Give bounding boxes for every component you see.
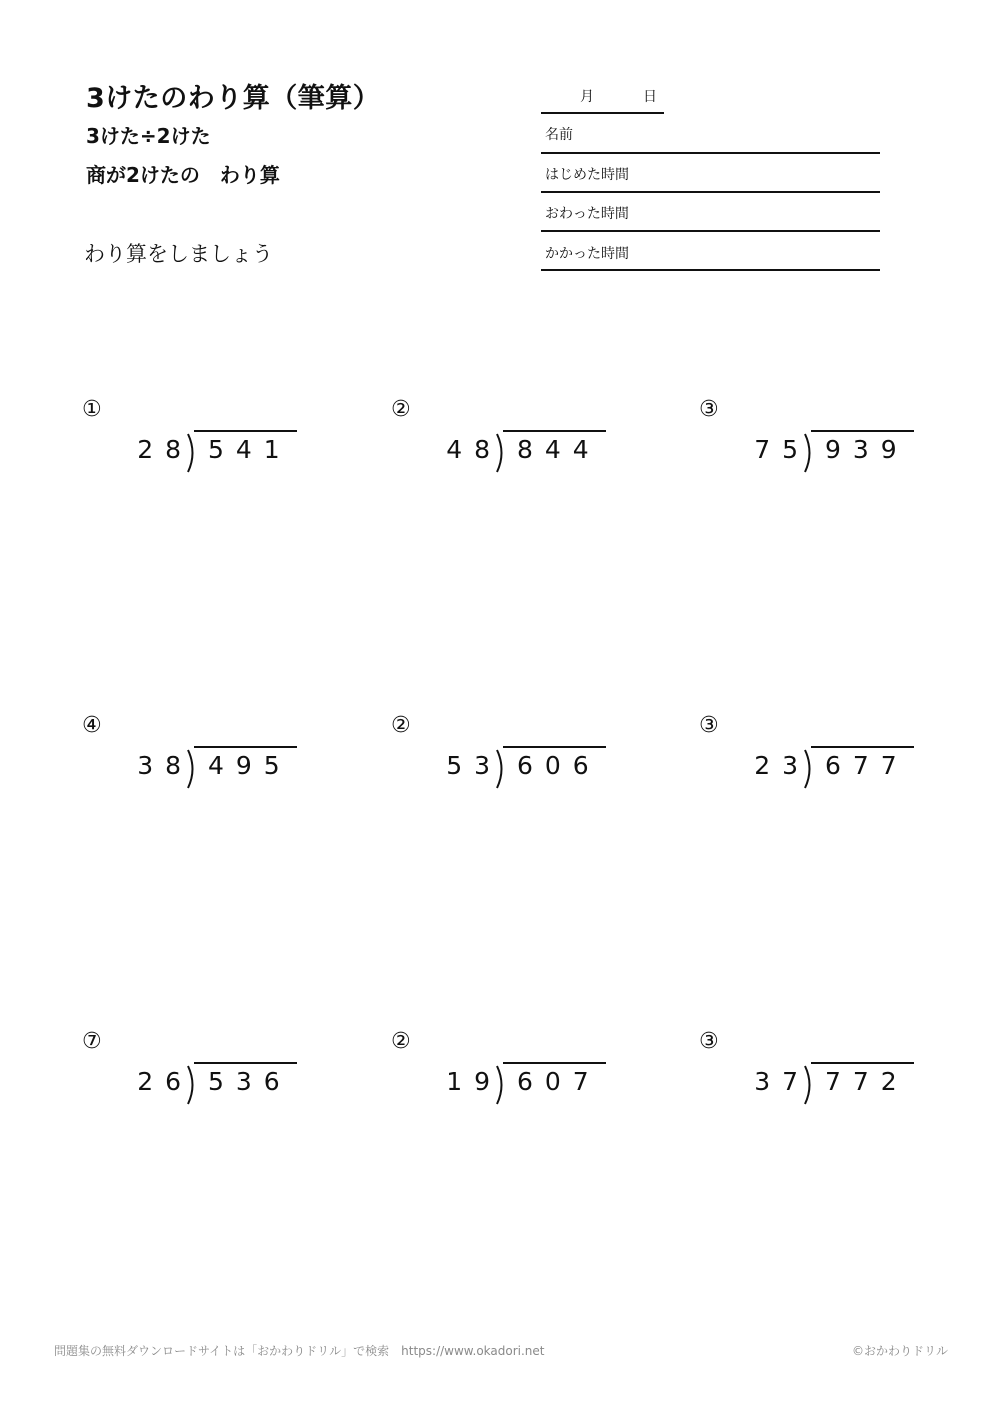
divisor: 19	[446, 1067, 502, 1096]
division-problem	[699, 1029, 933, 1101]
division-problem	[391, 713, 625, 785]
problem-number: ③	[699, 1029, 719, 1054]
problem-number: ①	[82, 397, 102, 422]
start-time-label: はじめた時間	[545, 167, 629, 183]
problem-number: ③	[699, 397, 719, 422]
division-bracket	[186, 1065, 196, 1105]
division-problem	[82, 713, 316, 785]
divisor: 26	[137, 1067, 193, 1096]
divisor: 38	[137, 751, 193, 780]
problem-number: ②	[391, 1029, 411, 1054]
division-problem	[699, 397, 933, 469]
division-problem	[391, 1029, 625, 1101]
worksheet-subtitle-2: 商が2けたの わり算	[86, 163, 280, 187]
division-bracket	[186, 749, 196, 789]
division-overline	[194, 1062, 297, 1064]
division-overline	[503, 430, 606, 432]
divisor: 23	[754, 751, 810, 780]
division-overline	[811, 1062, 914, 1064]
divisor: 37	[754, 1067, 810, 1096]
start-time-line	[541, 191, 880, 193]
problem-number: ②	[391, 397, 411, 422]
end-time-label: おわった時間	[545, 206, 629, 222]
footer-copyright: ©おかわりドリル	[852, 1344, 949, 1358]
name-line	[541, 152, 880, 154]
division-problem	[699, 713, 933, 785]
date-line	[541, 112, 664, 114]
worksheet-title: 3けたのわり算（筆算）	[86, 83, 381, 114]
division-problem	[82, 1029, 316, 1101]
dividend: 677	[825, 751, 909, 780]
divisor: 53	[446, 751, 502, 780]
dividend: 495	[208, 751, 292, 780]
division-bracket	[495, 1065, 505, 1105]
division-bracket	[495, 433, 505, 473]
division-overline	[194, 746, 297, 748]
division-overline	[503, 746, 606, 748]
dividend: 606	[517, 751, 601, 780]
division-overline	[811, 746, 914, 748]
problem-number: ④	[82, 713, 102, 738]
problem-number: ③	[699, 713, 719, 738]
footer-note: 問題集の無料ダウンロードサイトは「おかわりドリル」で検索 https://www.okadori.net	[54, 1344, 545, 1358]
worksheet-subtitle: 3けた÷2けた	[86, 124, 211, 148]
instruction-text: わり算をしましょう	[84, 242, 273, 266]
end-time-line	[541, 230, 880, 232]
dividend: 772	[825, 1067, 909, 1096]
dividend: 844	[517, 435, 601, 464]
divisor: 48	[446, 435, 502, 464]
division-bracket	[495, 749, 505, 789]
elapsed-time-line	[541, 269, 880, 271]
problem-number: ⑦	[82, 1029, 102, 1054]
division-bracket	[186, 433, 196, 473]
division-problem	[82, 397, 316, 469]
name-label: 名前	[545, 127, 573, 143]
dividend: 536	[208, 1067, 292, 1096]
dividend: 939	[825, 435, 909, 464]
dividend: 607	[517, 1067, 601, 1096]
divisor: 28	[137, 435, 193, 464]
division-bracket	[803, 749, 813, 789]
elapsed-time-label: かかった時間	[545, 246, 629, 262]
day-label: 日	[643, 89, 657, 105]
division-bracket	[803, 433, 813, 473]
dividend: 541	[208, 435, 292, 464]
division-problem	[391, 397, 625, 469]
division-overline	[503, 1062, 606, 1064]
month-label: 月	[580, 89, 594, 105]
problem-number: ②	[391, 713, 411, 738]
division-overline	[811, 430, 914, 432]
divisor: 75	[754, 435, 810, 464]
division-bracket	[803, 1065, 813, 1105]
division-overline	[194, 430, 297, 432]
